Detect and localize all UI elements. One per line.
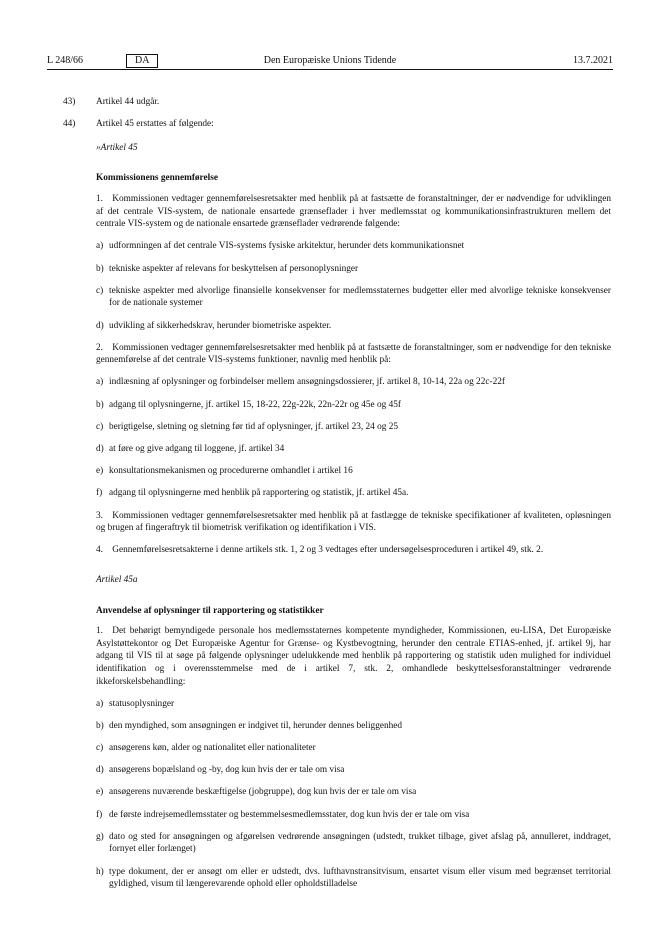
list-letter: a) (96, 377, 104, 388)
journal-reference: L 248/66 (47, 55, 84, 66)
list-item (96, 263, 611, 276)
list-letter: d) (96, 765, 104, 776)
article-45-paragraph-1: 1. Kommissionen vedtager gennemførelsesretsakter med henblik på at fastsætte de foranstaltninger, der er nødvendige for udviklingen af det centrale VIS-system, de nationale ensartede grænseflader i hver medlemsstat og kommunikationsinfrastrukturen mellem det centrale VIS-system og de nationale ensartede grænseflader vedrørende følgende: (96, 193, 611, 230)
list-item (96, 465, 611, 478)
list-item (96, 443, 611, 456)
list-text: udformningen af det centrale VIS-systems fysiske arkitektur, herunder dets kommunikationsnet (109, 241, 465, 252)
list-item (96, 866, 611, 891)
amendment-text: Artikel 45 erstattes af følgende: (96, 119, 214, 130)
list-text: ansøgerens nuværende beskæftigelse (jobgruppe), dog kun hvis der er tale om visa (109, 787, 417, 798)
list-letter: c) (96, 421, 104, 432)
list-letter: g) (96, 831, 104, 842)
list-text: adgang til oplysningerne med henblik på rapportering og statistik, jf. artikel 45a. (109, 488, 409, 499)
list-text: type dokument, der er ansøgt om eller er udstedt, dvs. lufthavnstransitvisum, ensartet visum eller visum med begrænset territorial gyldighed, visum til længerevarende ophold eller opholdstilladelse (109, 866, 611, 890)
list-text: tekniske aspekter af relevans for beskyttelsen af personoplysninger (109, 263, 359, 274)
language-badge: DA (126, 54, 158, 68)
list-item (96, 285, 611, 310)
list-letter: c) (96, 743, 104, 754)
document-body (63, 96, 611, 900)
list-letter: d) (96, 320, 104, 331)
list-letter: h) (96, 866, 104, 877)
article-45-heading: Kommissionens gennemførelse (96, 173, 218, 184)
amendment-text: Artikel 44 udgår. (96, 97, 160, 107)
list-item (96, 742, 611, 755)
list-letter: e) (96, 787, 104, 798)
list-item (96, 376, 611, 389)
list-text: statusoplysninger (109, 698, 175, 709)
amendment-number: 44) (63, 119, 76, 130)
list-item (96, 421, 611, 434)
list-text: adgang til oplysningerne, jf. artikel 15, 18-22, 22g-22k, 22n-22r og 45e og 45f (109, 399, 402, 410)
amendment-item (63, 118, 611, 131)
list-text: indlæsning af oplysninger og forbindelser mellem ansøgningsdossierer, jf. artikel 8, 10-14, 22a og 22c-22f (109, 377, 505, 388)
list-letter: f) (96, 809, 103, 820)
article-45a-paragraph-1: 1. Det behørigt bemyndigede personale hos medlemsstaternes kompetente myndigheder, Kommissionen, eu-LISA, Det Europæiske Asylstøttekontor og Det Europæiske Agentur for Grænse- og Kystbevogtning, herunder den centrale ETIAS-enhed, jf. artikel 9j, har adgang til VIS til at søge på følgende oplysninger udelukkende med henblik på rapportering og statistik uden mulighed for individuel identifikation og i overensstemmelse med de i artikel 7, stk. 2, omhandlede beskyttelsesforanstaltninger vedrørende ikkeforskelsbehandling: (96, 626, 611, 687)
list-item (96, 487, 611, 500)
list-item (96, 320, 611, 333)
list-text: konsultationsmekanismen og procedurerne omhandlet i artikel 16 (109, 466, 353, 477)
list-text: udvikling af sikkerhedskrav, herunder biometriske aspekter. (109, 320, 332, 331)
list-letter: e) (96, 466, 104, 477)
list-text: at føre og give adgang til loggene, jf. artikel 34 (109, 444, 285, 455)
list-text: berigtigelse, sletning og sletning før tid af oplysninger, jf. artikel 23, 24 og 25 (109, 421, 399, 432)
list-text: ansøgerens køn, alder og nationalitet eller nationaliteter (109, 743, 316, 754)
list-item (96, 698, 611, 711)
list-item (96, 764, 611, 777)
article-45a-title: Artikel 45a (96, 574, 138, 585)
list-item (96, 831, 611, 856)
list-text: de første indrejsemedlemsstater og bestemmelsesmedlemsstater, dog kun hvis der er tale om visa (109, 809, 470, 820)
amendment-number: 43) (63, 97, 76, 107)
list-letter: b) (96, 399, 104, 410)
list-item (96, 720, 611, 733)
amendment-item (63, 96, 611, 109)
page-header (47, 54, 613, 68)
list-text: tekniske aspekter med alvorlige finansielle konsekvenser for medlemsstaternes budgetter eller med alvorlige tekniske konsekvenser for de nationale systemer (109, 285, 611, 309)
list-letter: f) (96, 488, 103, 499)
list-item (96, 399, 611, 412)
article-45-title: »Artikel 45 (96, 142, 138, 153)
list-item (96, 240, 611, 253)
article-45-paragraph-2: 2. Kommissionen vedtager gennemførelsesretsakter med henblik på at fastsætte de foranstaltninger, som er nødvendige for den tekniske gennemførelse af det centrale VIS-systems funktioner, navnlig med henblik på: (96, 342, 611, 366)
list-text: dato og sted for ansøgningen og afgørelsen vedrørende ansøgningen (udstedt, trukket tilbage, givet afslag på, annulleret, inddraget, fornyet eller forlænget) (109, 831, 611, 855)
list-letter: a) (96, 698, 104, 709)
list-text: ansøgerens bopælsland og -by, dog kun hvis der er tale om visa (109, 765, 345, 776)
list-letter: d) (96, 444, 104, 455)
article-45a-heading: Anvendelse af oplysninger til rapportering og statistikker (96, 605, 324, 616)
list-letter: b) (96, 263, 104, 274)
list-text: den myndighed, som ansøgningen er indgivet til, herunder dennes beliggenhed (109, 720, 403, 731)
list-letter: a) (96, 241, 104, 252)
article-45-paragraph-3: 3. Kommissionen vedtager gennemførelsesretsakter med henblik på at fastlægge de tekniske specifikationer af kvaliteten, opløsningen og brugen af fingeraftryk til biometrisk verifikation og identifikation i VIS. (96, 510, 611, 534)
list-item (96, 786, 611, 799)
header-divider (47, 69, 613, 70)
article-45-paragraph-4: 4. Gennemførelsesretsakterne i denne artikels stk. 1, 2 og 3 vedtages efter undersøgelsesproceduren i artikel 49, stk. 2. (96, 545, 544, 556)
list-item (96, 809, 611, 822)
journal-title: Den Europæiske Unions Tidende (263, 55, 397, 66)
publication-date: 13.7.2021 (573, 55, 613, 66)
list-letter: b) (96, 720, 104, 731)
list-letter: c) (96, 285, 104, 296)
